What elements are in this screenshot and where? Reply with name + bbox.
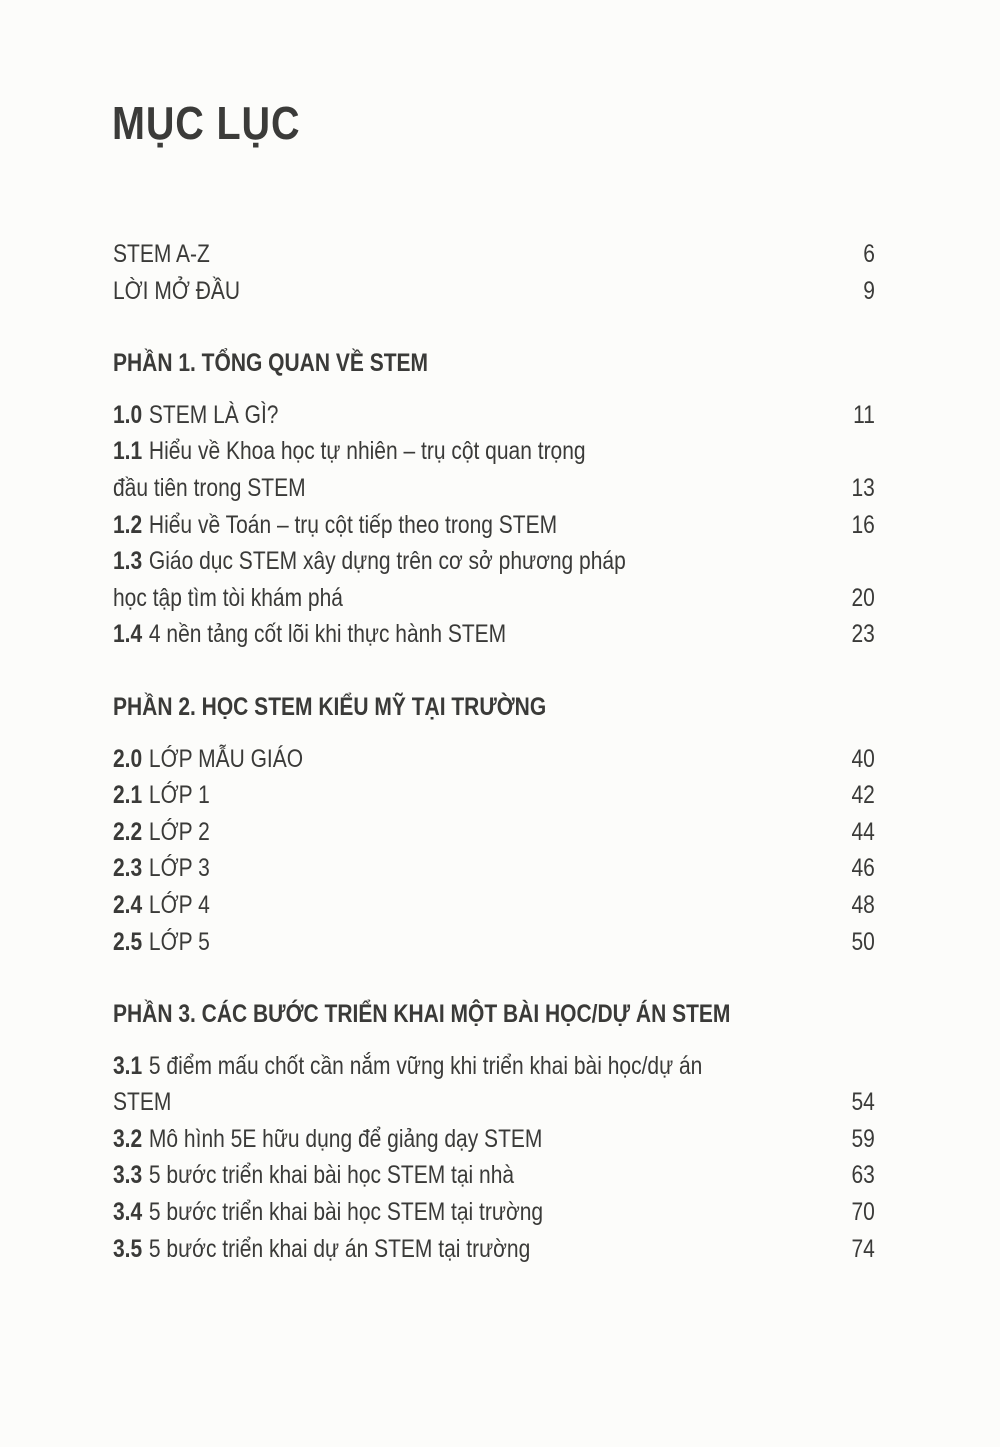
page-number: 9 — [863, 276, 875, 305]
toc-entry-continuation — [113, 470, 875, 507]
entry-title: STEM A-Z — [113, 240, 210, 268]
page-number: 13 — [851, 473, 875, 502]
page-number: 50 — [851, 927, 875, 956]
entry-text: 5 bước triển khai dự án STEM tại trường — [148, 1234, 531, 1263]
entry-number: 1.1 — [113, 437, 143, 466]
toc-entry — [113, 543, 875, 580]
entry-text: STEM LÀ GÌ? — [148, 400, 279, 429]
page-number: 44 — [851, 817, 875, 846]
toc-entry — [113, 1231, 875, 1268]
toc-entry — [113, 814, 875, 851]
entry-text: 4 nền tảng cốt lõi khi thực hành STEM — [148, 620, 507, 649]
toc-entry — [113, 433, 875, 470]
section-heading-text: PHẦN 3. CÁC BƯỚC TRIỂN KHAI MỘT BÀI HỌC/DỰ ÁN STEM — [113, 1000, 731, 1029]
entry-title — [113, 814, 210, 851]
page-number: 54 — [851, 1088, 875, 1117]
section-heading-text: PHẦN 2. HỌC STEM KIỂU MỸ TẠI TRƯỜNG — [113, 692, 547, 721]
entry-number: 1.2 — [113, 510, 143, 539]
entry-number: 1.3 — [113, 547, 143, 576]
entry-text: Hiểu về Toán – trụ cột tiếp theo trong STEM — [148, 510, 558, 539]
table-of-contents — [113, 236, 875, 1267]
entry-text: Mô hình 5E hữu dụng để giảng dạy STEM — [148, 1124, 543, 1153]
entry-title — [113, 777, 210, 814]
entry-number: 3.1 — [113, 1051, 143, 1080]
section-heading — [113, 996, 875, 1033]
page-number: 23 — [851, 620, 875, 649]
entry-number: 3.2 — [113, 1124, 143, 1153]
entry-text: 5 bước triển khai bài học STEM tại nhà — [148, 1161, 515, 1190]
entry-title — [113, 887, 210, 924]
entry-number: 2.5 — [113, 927, 143, 956]
entry-number: 3.3 — [113, 1161, 143, 1190]
page-number: 16 — [851, 510, 875, 539]
entry-title — [113, 924, 210, 961]
entry-title — [113, 1157, 514, 1194]
toc-entry — [113, 741, 875, 778]
toc-entry — [113, 924, 875, 961]
page-number: 48 — [851, 890, 875, 919]
entry-title — [113, 433, 586, 470]
page-number: 11 — [853, 400, 875, 429]
entry-title — [113, 850, 210, 887]
toc-entry — [113, 236, 875, 273]
entry-text: Hiểu về Khoa học tự nhiên – trụ cột quan trọng — [148, 437, 586, 466]
entry-number: 2.1 — [113, 781, 143, 810]
entry-text: Giáo dục STEM xây dựng trên cơ sở phương pháp — [148, 547, 626, 576]
toc-entry — [113, 850, 875, 887]
entry-text: LỚP 1 — [148, 781, 210, 810]
entry-number: 3.4 — [113, 1198, 143, 1227]
section-heading — [113, 689, 875, 726]
entry-title — [113, 616, 506, 653]
entry-number: 2.2 — [113, 817, 143, 846]
toc-entry-continuation — [113, 1084, 875, 1121]
entry-number: 2.0 — [113, 744, 143, 773]
toc-entry — [113, 273, 875, 310]
toc-entry — [113, 507, 875, 544]
entry-text-continued: học tập tìm tòi khám phá — [113, 583, 343, 612]
entry-number: 1.4 — [113, 620, 143, 649]
toc-entry — [113, 616, 875, 653]
toc-entry — [113, 1194, 875, 1231]
toc-entry — [113, 887, 875, 924]
entry-title — [113, 1231, 530, 1268]
entry-title — [113, 1048, 702, 1085]
entry-text: 5 bước triển khai bài học STEM tại trường — [148, 1198, 544, 1227]
entry-text: LỚP 2 — [148, 817, 210, 846]
page-number: 59 — [851, 1124, 875, 1153]
entry-title — [113, 543, 626, 580]
page-number: 46 — [851, 854, 875, 883]
page-number: 63 — [851, 1161, 875, 1190]
page-number: 42 — [851, 781, 875, 810]
entry-text: LỚP MẪU GIÁO — [148, 744, 304, 773]
entry-title — [113, 397, 278, 434]
page-title: MỤC LỤC — [112, 97, 301, 149]
entry-number: 2.4 — [113, 890, 143, 919]
entry-text-continued: STEM — [113, 1088, 172, 1117]
entry-text: 5 điểm mấu chốt cần nắm vững khi triển khai bài học/dự án — [148, 1051, 703, 1080]
page-number: 20 — [851, 583, 875, 612]
entry-title — [113, 1121, 542, 1158]
page-number: 74 — [851, 1234, 875, 1263]
page-number: 6 — [863, 240, 875, 268]
toc-entry-continuation — [113, 580, 875, 617]
entry-number: 2.3 — [113, 854, 143, 883]
entry-title: LỜI MỞ ĐẦU — [113, 276, 241, 305]
entry-title — [113, 1194, 543, 1231]
toc-entry — [113, 777, 875, 814]
entry-number: 1.0 — [113, 400, 143, 429]
entry-text-continued: đầu tiên trong STEM — [113, 473, 306, 502]
entry-text: LỚP 5 — [148, 927, 210, 956]
toc-entry — [113, 397, 875, 434]
section-heading — [113, 345, 875, 382]
toc-entry — [113, 1121, 875, 1158]
entry-title — [113, 741, 303, 778]
toc-entry — [113, 1157, 875, 1194]
entry-text: LỚP 4 — [148, 890, 210, 919]
entry-title — [113, 507, 557, 544]
page-number: 40 — [851, 744, 875, 773]
entry-number: 3.5 — [113, 1234, 143, 1263]
page-number: 70 — [851, 1198, 875, 1227]
section-heading-text: PHẦN 1. TỔNG QUAN VỀ STEM — [113, 349, 429, 378]
entry-text: LỚP 3 — [148, 854, 210, 883]
toc-entry — [113, 1048, 875, 1085]
